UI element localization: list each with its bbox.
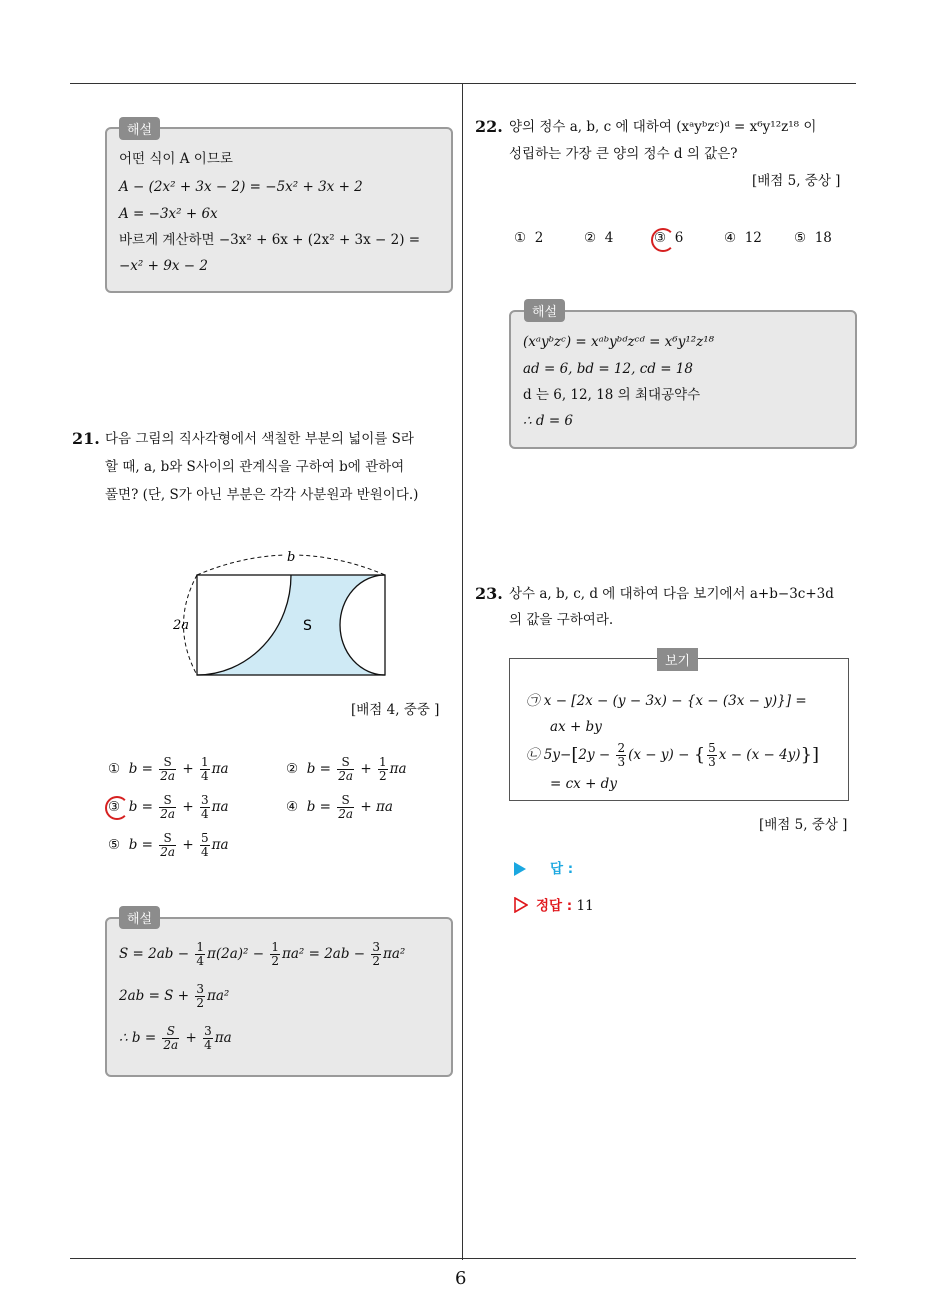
column-divider (462, 84, 463, 1260)
solution-tag: 해설 (119, 906, 160, 929)
solution-line: −x² + 9x − 2 (119, 258, 208, 274)
solution-line: A − (2x² + 3x − 2) = −5x² + 3x + 2 (119, 179, 363, 195)
answer-arrow-icon (514, 862, 526, 876)
choice-5[interactable]: ⑤ b = $\frac{S}{2a}$ + $\frac{5}{4}$ πa (108, 831, 229, 859)
question-23-score: [배점 5, 중상 ] (759, 817, 848, 833)
solution-line: A = −3x² + 6x (119, 206, 218, 222)
question-21-text-line: 풀면? (단, S가 아닌 부분은 각각 사분원과 반원이다.) (105, 487, 419, 503)
solution-line: d 는 6, 12, 18 의 최대공약수 (523, 387, 701, 403)
correct-answer: 정답 : 11 (536, 898, 594, 914)
question-22-number: 22. (475, 117, 503, 136)
width-label: b (287, 550, 296, 565)
example-line: ㉡ 5y−[2y − $\frac{2}{3}$ (x − y) − { $\frac{5}{3}$ x − (x − 4y)}] (526, 741, 820, 769)
header-rule (70, 83, 856, 84)
question-22-text-line: 성립하는 가장 큰 양의 정수 d 의 값은? (509, 146, 738, 162)
solution-box-21 (105, 917, 453, 1077)
question-21-number: 21. (72, 429, 100, 448)
question-21-text-line: 할 때, a, b와 S사이의 관계식을 구하여 b에 관하여 (105, 459, 405, 475)
rectangle-figure (165, 545, 405, 685)
selected-answer-circle (651, 228, 675, 252)
correct-answer-arrow-icon (514, 897, 528, 913)
question-21-score: [배점 4, 중중 ] (351, 702, 440, 718)
choice-2[interactable]: ② 4 (584, 230, 614, 246)
choice-5[interactable]: ⑤ 18 (794, 230, 832, 246)
solution-line: 어떤 식이 A 이므로 (119, 151, 233, 167)
example-line: ax + by (550, 719, 602, 735)
solution-line: ad = 6, bd = 12, cd = 18 (523, 361, 693, 377)
page-number: 6 (455, 1268, 467, 1289)
choice-3[interactable]: ③ b = $\frac{S}{2a}$ + $\frac{3}{4}$ πa (108, 793, 229, 821)
height-label: 2a (173, 618, 190, 633)
example-line: ㉠ x − [2x − (y − 3x) − {x − (3x − y)}] = (526, 693, 807, 709)
question-23-number: 23. (475, 584, 503, 603)
example-box (509, 658, 849, 801)
question-23-text-line: 상수 a, b, c, d 에 대하여 다음 보기에서 a+b−3c+3d (509, 586, 834, 602)
question-21-text-line: 다음 그림의 직사각형에서 색칠한 부분의 넓이를 S라 (105, 431, 414, 447)
answer-label: 답 : (550, 861, 574, 877)
solution-line: 2ab = S + $\frac{3}{2}$ πa² (119, 982, 230, 1010)
solution-box-22 (509, 310, 857, 449)
choice-1[interactable]: ① b = $\frac{S}{2a}$ + $\frac{1}{4}$ πa (108, 755, 229, 783)
question-22-score: [배점 5, 중상 ] (752, 173, 841, 189)
solution-tag: 해설 (119, 117, 160, 140)
solution-line: (xᵃyᵇzᶜ) = xᵃᵇyᵇᵈzᶜᵈ = x⁶y¹²z¹⁸ (523, 334, 715, 350)
solution-tag: 해설 (524, 299, 565, 322)
question-22-text-line: 양의 정수 a, b, c 에 대하여 (xᵃyᵇzᶜ)ᵈ = x⁶y¹²z¹⁸ 이 (509, 119, 817, 135)
solution-line: 바르게 계산하면 −3x² + 6x + (2x² + 3x − 2) = (119, 232, 421, 248)
shaded-region (197, 575, 385, 675)
shaded-label: S (303, 618, 312, 634)
choice-4[interactable]: ④ b = $\frac{S}{2a}$ + πa (286, 793, 393, 821)
example-line: = cx + dy (550, 776, 617, 792)
solution-line: S = 2ab − $\frac{1}{4}$ π(2a)² − $\frac{1}{2}$ πa² = 2ab − $\frac{3}{2}$ πa² (119, 940, 406, 968)
correct-answer-value: 11 (576, 898, 594, 914)
footer-rule (70, 1258, 856, 1259)
selected-answer-circle (105, 796, 129, 820)
choice-2[interactable]: ② b = $\frac{S}{2a}$ + $\frac{1}{2}$ πa (286, 755, 407, 783)
solution-box-20 (105, 127, 453, 293)
solution-line: ∴ b = $\frac{S}{2a}$ + $\frac{3}{4}$ πa (119, 1024, 232, 1052)
choice-1[interactable]: ① 2 (514, 230, 544, 246)
question-23-text-line: 의 값을 구하여라. (509, 612, 614, 628)
choice-4[interactable]: ④ 12 (724, 230, 762, 246)
choice-3[interactable]: ③ 6 (654, 230, 684, 246)
example-tag: 보기 (657, 648, 698, 671)
solution-line: ∴ d = 6 (523, 413, 574, 429)
